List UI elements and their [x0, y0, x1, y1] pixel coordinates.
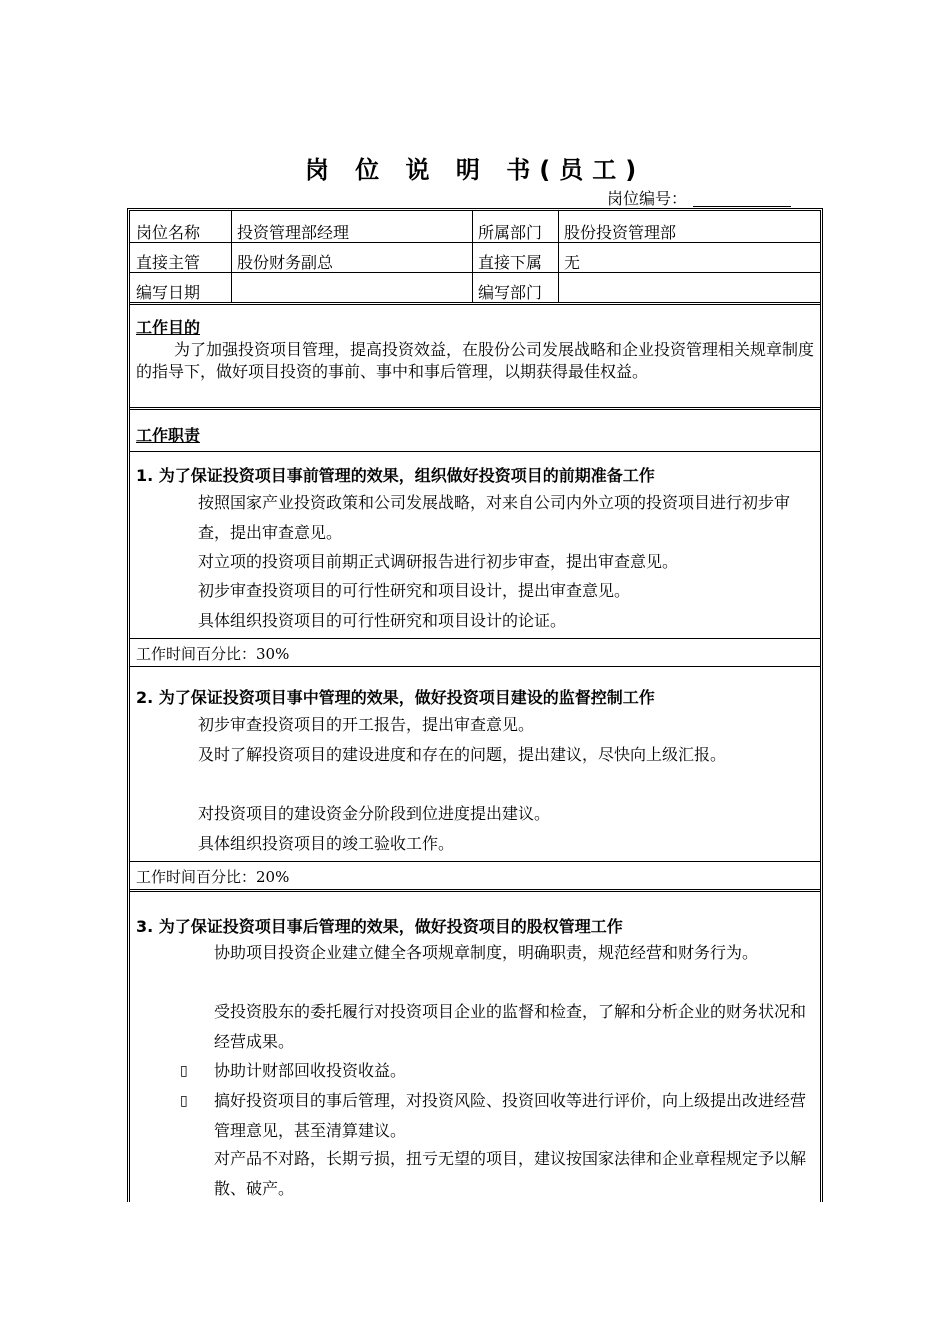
- duty-item: 初步审查投资项目的可行性研究和项目设计，提出审查意见。: [198, 581, 631, 600]
- section-divider: [130, 889, 820, 892]
- position-name-label: 岗位名称: [136, 223, 201, 242]
- position-number-label: 岗位编号：: [607, 189, 688, 208]
- duty-item: 按照国家产业投资政策和公司发展战略，对来自公司内外立项的投资项目进行初步审查，提出审查意见。: [198, 493, 791, 542]
- duty-item: 协助计财部回收投资收益。: [214, 1061, 407, 1080]
- section-divider: [130, 638, 820, 639]
- duty-item: 具体组织投资项目的竣工验收工作。: [198, 834, 455, 853]
- position-name-value: 投资管理部经理: [237, 223, 350, 242]
- bullet-icon: ▯: [180, 1063, 188, 1079]
- subordinate-label: 直接下属: [478, 253, 543, 272]
- row-divider: [130, 302, 820, 305]
- supervisor-label: 直接主管: [136, 253, 201, 272]
- duty-item: 对投资项目的建设资金分阶段到位进度提出建议。: [198, 804, 551, 823]
- duty-item: 对产品不对路，长期亏损，扭亏无望的项目，建议按国家法律和企业章程规定予以解散、破产。: [214, 1149, 807, 1198]
- write-dept-label: 编写部门: [478, 283, 543, 302]
- subordinate-value: 无: [564, 253, 581, 272]
- department-value: 股份投资管理部: [564, 223, 677, 242]
- purpose-heading: 工作目的: [136, 318, 201, 337]
- duty-section-title: 3. 为了保证投资项目事后管理的效果，做好投资项目的股权管理工作: [136, 917, 623, 936]
- write-date-label: 编写日期: [136, 283, 201, 302]
- duty-item: 具体组织投资项目的可行性研究和项目设计的论证。: [198, 611, 567, 630]
- duty-section-title: 2. 为了保证投资项目事中管理的效果，做好投资项目建设的监督控制工作: [136, 688, 655, 707]
- position-number: [607, 186, 791, 209]
- section-divider: [130, 407, 820, 410]
- duty-item: 初步审查投资项目的开工报告，提出审查意见。: [198, 715, 535, 734]
- bullet-icon: ▯: [180, 1093, 188, 1109]
- duty-item: 协助项目投资企业建立健全各项规章制度，明确职责，规范经营和财务行为。: [214, 943, 759, 962]
- duty-section-title: 1. 为了保证投资项目事前管理的效果，组织做好投资项目的前期准备工作: [136, 466, 655, 485]
- work-time-percentage: 工作时间百分比：20%: [136, 868, 290, 886]
- purpose-text: [136, 339, 814, 383]
- col-divider: [231, 211, 232, 303]
- page-title: 岗 位 说 明 书(员工): [304, 156, 646, 184]
- duty-item: 受投资股东的委托履行对投资项目企业的监督和检查，了解和分析企业的财务状况和经营成果。: [214, 1002, 807, 1051]
- work-time-percentage: 工作时间百分比：30%: [136, 645, 290, 663]
- col-divider: [472, 211, 473, 303]
- duty-item: 搞好投资项目的事后管理，对投资风险、投资回收等进行评价，向上级提出改进经营管理意见，甚至清算建议。: [214, 1091, 807, 1140]
- row-divider: [130, 272, 820, 273]
- job-description-table: [127, 208, 823, 1202]
- section-divider: [130, 451, 820, 452]
- section-divider: [130, 666, 820, 667]
- section-divider: [130, 861, 820, 862]
- supervisor-value: 股份财务副总: [237, 253, 334, 272]
- duties-heading: 工作职责: [136, 426, 201, 445]
- row-divider: [130, 242, 820, 243]
- purpose-body: 为了加强投资项目管理，提高投资效益，在股份公司发展战略和企业投资管理相关规章制度的指导下，做好项目投资的事前、事中和事后管理，以期获得最佳权益。: [136, 340, 815, 381]
- duty-item: 及时了解投资项目的建设进度和存在的问题，提出建议，尽快向上级汇报。: [198, 745, 727, 764]
- position-number-blank: [693, 192, 791, 207]
- department-label: 所属部门: [478, 223, 543, 242]
- col-divider: [558, 211, 559, 303]
- duty-item: 对立项的投资项目前期正式调研报告进行初步审查，提出审查意见。: [198, 552, 679, 571]
